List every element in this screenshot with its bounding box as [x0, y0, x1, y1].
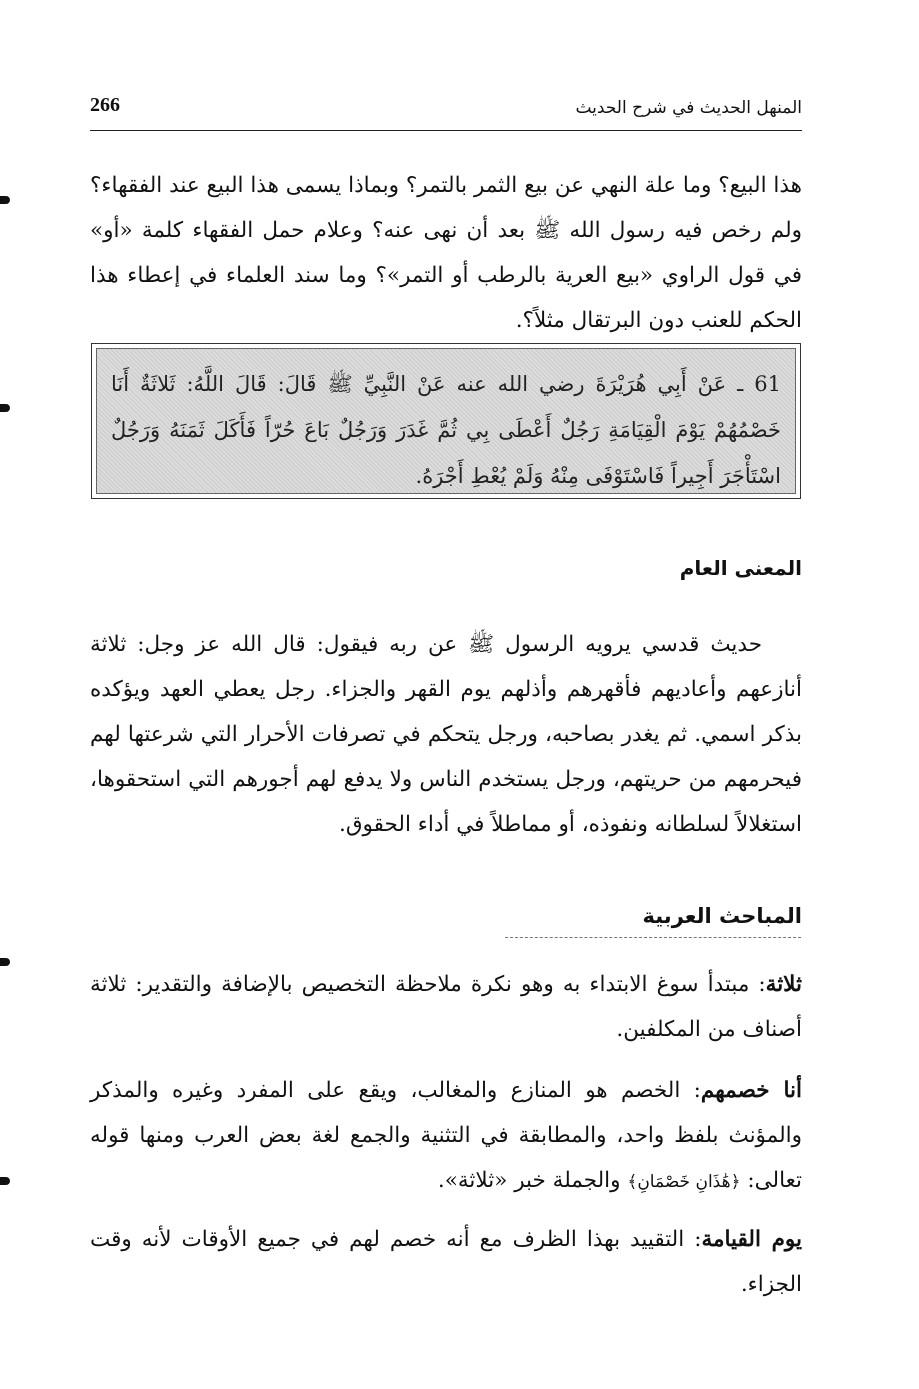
section-title-arabic-studies: المباحث العربية [642, 904, 802, 928]
scan-edge-mark [0, 404, 10, 412]
entry-term: ثلاثة [765, 972, 802, 997]
hadith-box [91, 343, 801, 499]
entry-text: : التقييد بهذا الظرف مع أنه خصم لهم في جميع الأوقات لأنه وقت الجزاء. [90, 1227, 802, 1297]
entry-term: أنا خصمهم [700, 1078, 803, 1103]
scan-edge-mark [0, 958, 10, 966]
section-divider [505, 937, 801, 938]
page-number: 266 [90, 94, 120, 116]
page-header [90, 94, 802, 131]
entry-term: يوم القيامة [701, 1227, 802, 1252]
entry-thalatha [90, 962, 802, 1052]
entry-text-after: والجملة خبر «ثلاثة». [437, 1168, 628, 1193]
hadith-text: 61 ـ عَنْ أَبِي هُرَيْرَةَ رضي الله عنه عَنْ النَّبِيِّ ﷺ قَالَ: قَالَ اللَّهُ: ثَلاثَةٌ أَنَا خَصْمُهُمْ يَوْمَ الْقِيَامَةِ رَجُلٌ أَعْطَى بِي ثُمَّ غَدَرَ وَرَجُلٌ بَاعَ حُرّاً فَأَكَلَ ثَمَنَهُ وَرَجُلٌ اسْتَأْجَرَ أَجِيراً فَاسْتَوْفَى مِنْهُ وَلَمْ يُعْطِ أَجْرَهُ. [96, 348, 796, 494]
entry-ana-khasmuhum [90, 1068, 802, 1205]
intro-paragraph: هذا البيع؟ وما علة النهي عن بيع الثمر بالتمر؟ وبماذا يسمى هذا البيع عند الفقهاء؟ ولم رخص فيه رسول الله ﷺ بعد أن نهى عنه؟ وعلام حمل الفقهاء كلمة «أو» في قول الراوي «بيع العرية بالرطب أو التمر»؟ وما سند العلماء في إعطاء هذا الحكم للعنب دون البرتقال مثلاً؟. [90, 173, 802, 333]
entry-yawm-al-qiyama [90, 1217, 802, 1307]
section-title-general-meaning: المعنى العام [679, 556, 802, 580]
quran-quote: ﴿هَٰذَانِ خَصْمَانِ﴾ [627, 1172, 741, 1192]
entry-text: : الخصم هو المنازع والمغالب، ويقع على المفرد وغيره والمذكر والمؤنث بلفظ واحد، والمطابقة في التثنية والجمع لغة بعض العرب ومنها قوله تعالى: [90, 1078, 802, 1193]
scan-edge-mark [0, 1177, 10, 1185]
general-meaning-paragraph [90, 622, 802, 847]
entry-text: : مبتدأ سوغ الابتداء به وهو نكرة ملاحظة التخصيص بالإضافة والتقدير: ثلاثة أصناف من المكلفين. [90, 972, 802, 1042]
book-title: المنهل الحديث في شرح الحديث [575, 98, 802, 118]
general-meaning-text: حديث قدسي يرويه الرسول ﷺ عن ربه فيقول: قال الله عز وجل: ثلاثة أنازعهم وأعاديهم فأقهرهم وأذلهم يوم القهر والجزاء. رجل يعطي العهد ويؤكده بذكر اسمي. ثم يغدر بصاحبه، ورجل يتحكم في تصرفات الأحرار التي شرعتها لهم فيحرمهم من حريتهم، ورجل يستخدم الناس ولا يدفع لهم أجورهم التي استحقوها، استغلالاً لسلطانه ونفوذه، أو مماطلاً في أداء الحقوق. [90, 632, 802, 837]
scan-edge-mark [0, 196, 10, 204]
